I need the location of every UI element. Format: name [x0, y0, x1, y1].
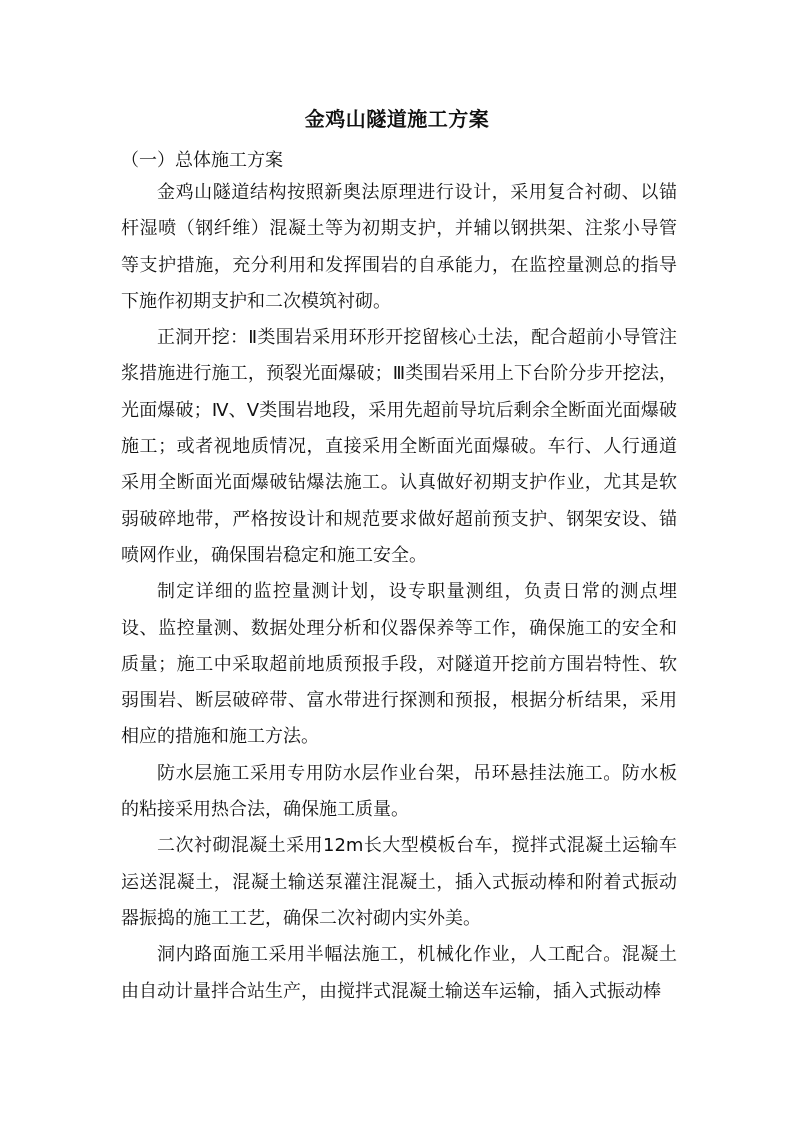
paragraph-4: 防水层施工采用专用防水层作业台架，吊环悬挂法施工。防水板的粘接采用热合法，确保施工质量。 — [121, 762, 677, 821]
document-title: 金鸡山隧道施工方案 — [304, 107, 490, 131]
body-text — [121, 175, 677, 1010]
section-heading: （一）总体施工方案 — [121, 150, 283, 171]
paragraph-6: 洞内路面施工采用半幅法施工，机械化作业，人工配合。混凝土由自动计量拌合站生产，由搅拌式混凝土输送车运输，插入式振动棒 — [121, 944, 677, 1002]
paragraph-3: 制定详细的监控量测计划，设专职量测组，负责日常的测点埋设、监控量测、数据处理分析和仪器保养等工作，确保施工的安全和质量；施工中采取超前地质预报手段，对隧道开挖前方围岩特性、软弱围岩、断层破碎带、富水带进行探测和预报，根据分析结果，采用相应的措施和施工方法。 — [121, 581, 677, 748]
paragraph-1: 金鸡山隧道结构按照新奥法原理进行设计，采用复合衬砌、以锚杆湿喷（钢纤维）混凝土等为初期支护，并辅以钢拱架、注浆小导管等支护措施，充分利用和发挥围岩的自承能力，在监控量测总的指导下施作初期支护和二次模筑衬砌。 — [121, 182, 677, 312]
paragraph-2: 正洞开挖：Ⅱ类围岩采用环形开挖留核心土法，配合超前小导管注浆措施进行施工，预裂光面爆破；Ⅲ类围岩采用上下台阶分步开挖法，光面爆破；Ⅳ、Ⅴ类围岩地段，采用先超前导坑后剩余全断面光面爆破施工；或者视地质情况，直接采用全断面光面爆破。车行、人行通道采用全断面光面爆破钻爆法施工。认真做好初期支护作业，尤其是软弱破碎地带，严格按设计和规范要求做好超前预支护、钢架安设、锚喷网作业，确保围岩稳定和施工安全。 — [121, 327, 677, 566]
paragraph-5: 二次衬砌混凝土采用12m长大型模板台车，搅拌式混凝土运输车运送混凝土，混凝土输送泵灌注混凝土，插入式振动棒和附着式振动器振捣的施工工艺，确保二次衬砌内实外美。 — [121, 835, 677, 929]
